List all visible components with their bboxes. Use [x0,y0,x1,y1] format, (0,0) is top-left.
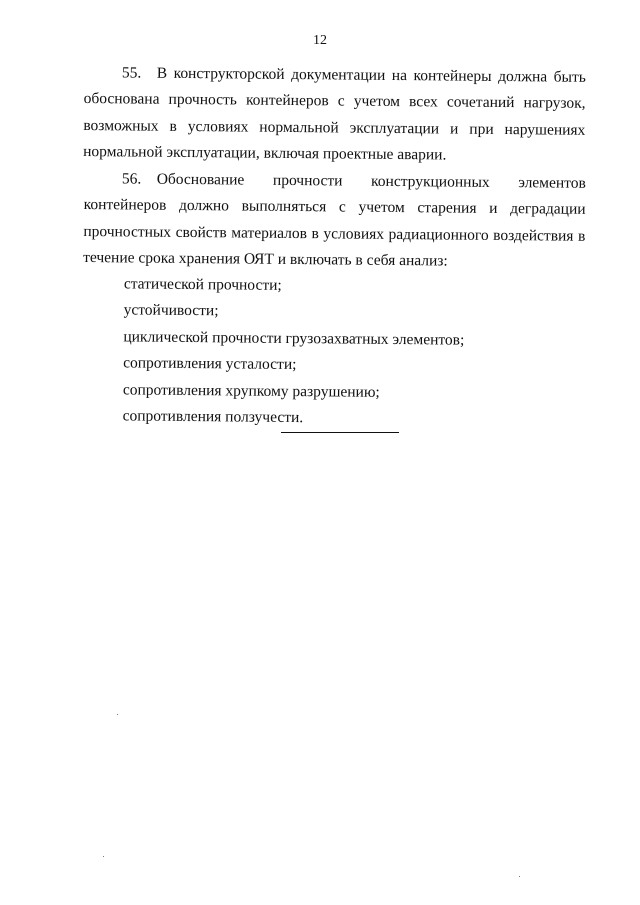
list-item-brittle-fracture-resistance: сопротивления хрупкому разрушению; [122,381,380,401]
paragraph-55: 55. В конструкторской документации на контейнеры должна быть обоснована прочность контейнеров с учетом всех сочетаний нагрузок, возможных в условиях нормальной эксплуатации и при нарушениях нормальной эксплуатации, включая проектные аварии. [83,64,586,164]
scan-speck [103,856,104,857]
page-number: 12 [313,33,327,48]
list-item-cyclic-strength: циклической прочности грузозахватных элементов; [123,328,465,349]
paragraph-56: 56. Обоснование прочности конструкционных элементов контейнеров должно выполняться с учетом старения и деградации прочностных свойств материалов в условиях радиационного воздействия в течение срока хранения ОЯТ и включать в себя анализ: [83,169,586,270]
list-item-static-strength: статической прочности; [123,275,282,295]
scan-speck [117,714,118,715]
list-item-fatigue-resistance: сопротивления усталости; [123,354,297,374]
list-item-stability: устойчивости; [123,302,219,320]
analysis-list [82,271,585,434]
list-item-creep-resistance: сопротивления ползучести. [122,407,304,427]
scan-speck [519,876,520,877]
end-of-text-rule [281,432,399,433]
document-body [84,60,586,430]
